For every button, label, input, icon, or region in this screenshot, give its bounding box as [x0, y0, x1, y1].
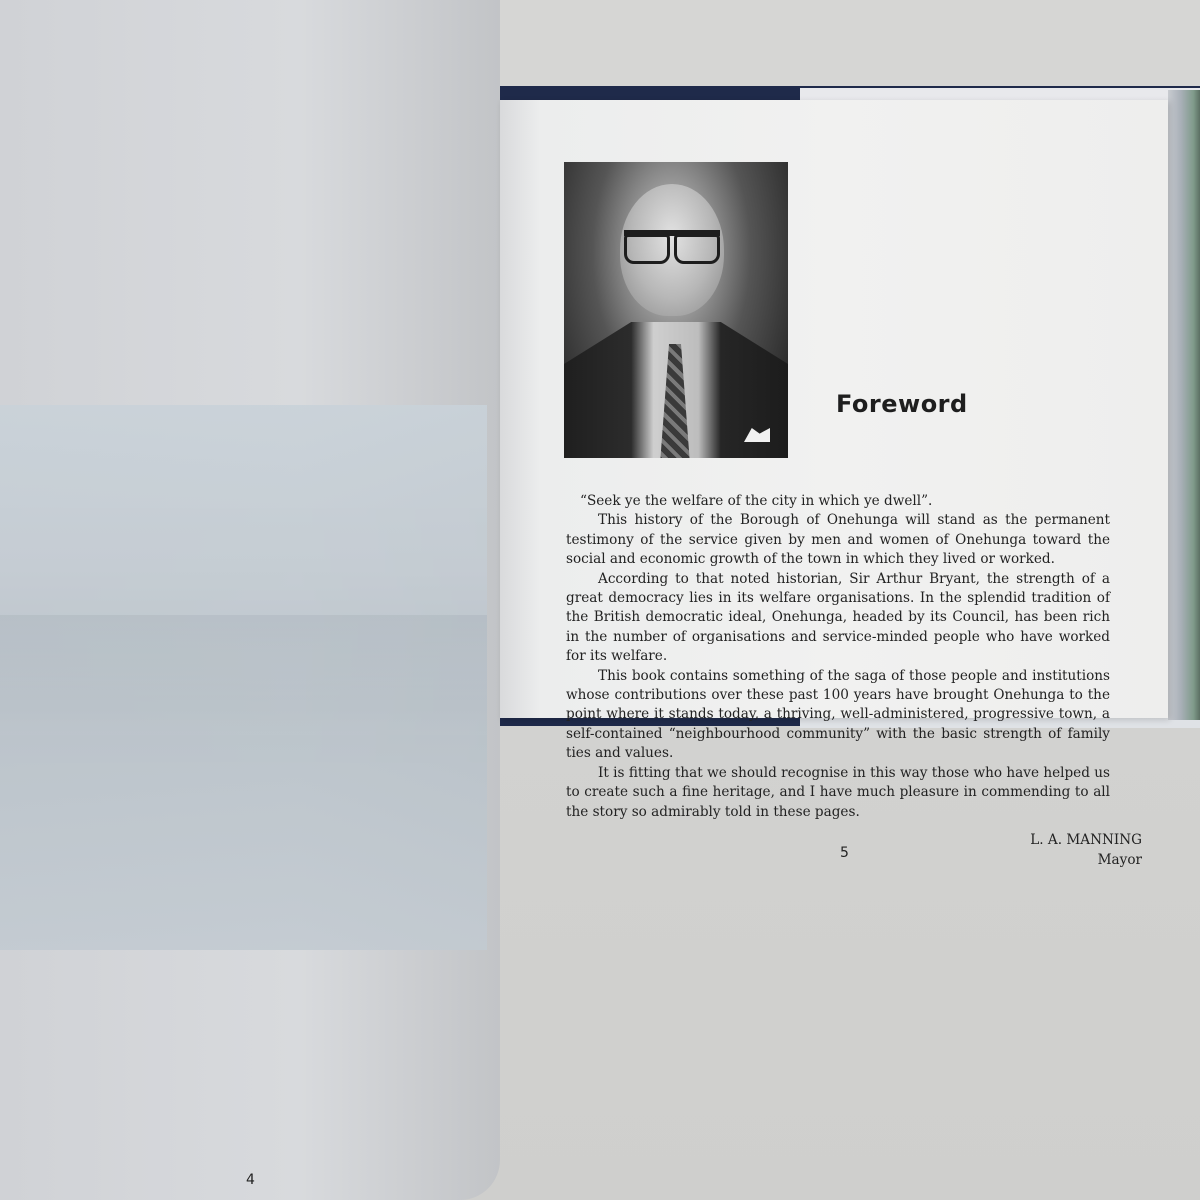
- signature-name: L. A. MANNING: [1030, 832, 1142, 848]
- foreword-paragraph: According to that noted historian, Sir Arthur Bryant, the strength of a great democracy lies in its welfare organisations. In the splendid tradition of the British democratic ideal, Onehunga, headed by its Council, has been rich in the number of organisations and service-minded people who have worked for its welfare.: [566, 570, 1110, 665]
- foreword-paragraph: This history of the Borough of Onehunga will stand as the permanent testimony of the service given by men and women of Onehunga toward the social and economic growth of the town in which they lived or worked.: [566, 512, 1110, 568]
- foreword-text: [566, 492, 1110, 822]
- foreword-quote: “Seek ye the welfare of the city in which ye dwell”.: [580, 493, 933, 509]
- page-title: Foreword: [836, 390, 968, 418]
- left-page-photo: [0, 405, 487, 950]
- mayor-portrait: [564, 162, 788, 458]
- foreword-paragraph: It is fitting that we should recognise in this way those who have helped us to create such a fine heritage, and I have much pleasure in commending to all the story so admirably told in these pages.: [566, 764, 1110, 820]
- board-edge: [1168, 90, 1200, 720]
- left-page-number: 4: [246, 1172, 255, 1188]
- right-page: [500, 100, 1168, 820]
- left-page: [0, 0, 500, 1200]
- right-page-number: 5: [840, 845, 849, 861]
- signature-block: [1030, 830, 1142, 870]
- signature-title: Mayor: [1097, 852, 1142, 868]
- photo-band: [0, 615, 487, 735]
- foreword-paragraph: This book contains something of the saga of those people and institutions whose contributions over these past 100 years have brought Onehunga to the point where it stands today, a thriving, well-administered, progressive town, a self-contained “neighbourhood community” with the basic strength of family ties and values.: [566, 667, 1110, 762]
- portrait-glasses: [624, 230, 720, 262]
